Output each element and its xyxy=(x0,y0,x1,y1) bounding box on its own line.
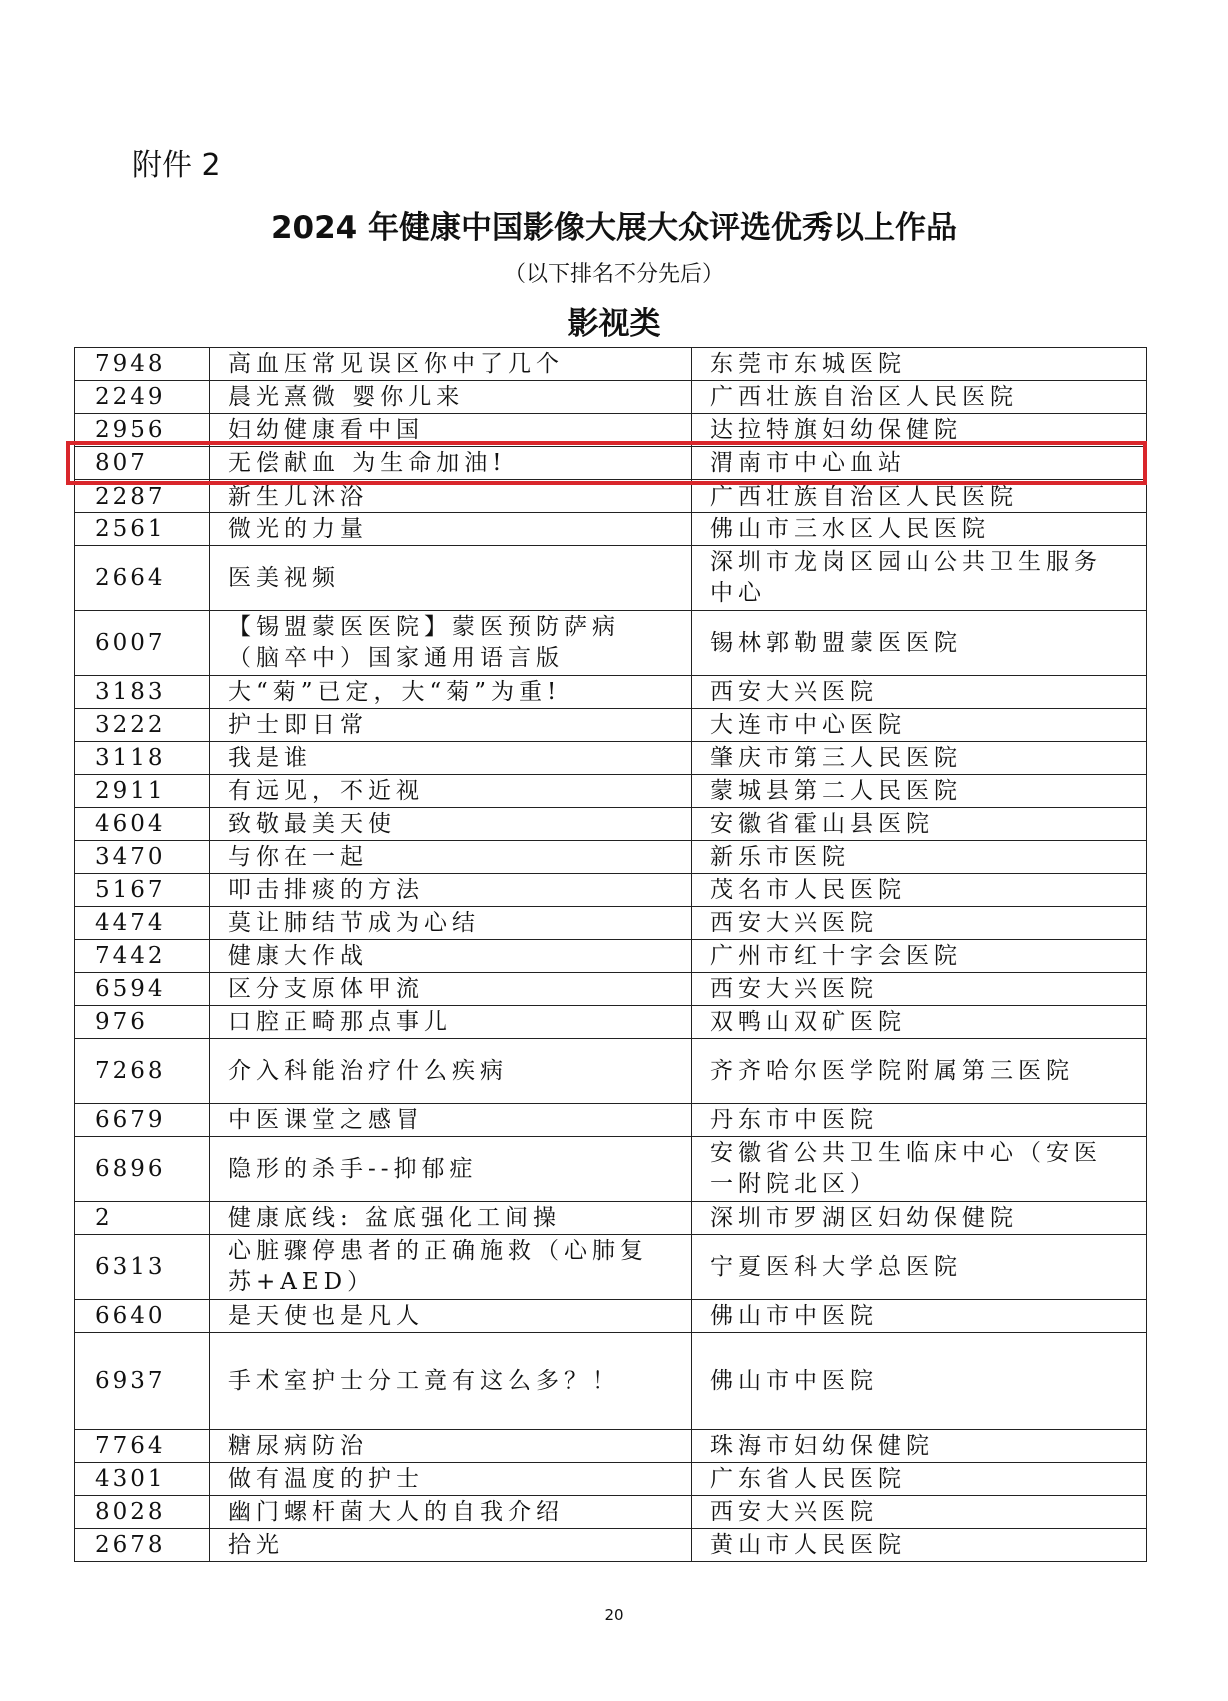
work-org-cell: 珠海市妇幼保健院 xyxy=(692,1430,1147,1463)
table-row xyxy=(75,1333,1147,1430)
table-row xyxy=(75,546,1147,611)
category-heading: 影视类 xyxy=(567,306,661,342)
work-org-cell: 西安大兴医院 xyxy=(692,1496,1147,1529)
work-id-cell: 3470 xyxy=(75,841,210,874)
table-row xyxy=(75,1137,1147,1202)
work-id-cell: 2 xyxy=(75,1202,210,1235)
work-title-cell: 手术室护士分工竟有这么多？！ xyxy=(210,1333,692,1430)
table-row xyxy=(75,1529,1147,1562)
table-row xyxy=(75,1300,1147,1333)
work-org-cell: 茂名市人民医院 xyxy=(692,874,1147,907)
work-id-cell: 3118 xyxy=(75,742,210,775)
work-id-cell: 5167 xyxy=(75,874,210,907)
work-id-cell: 6896 xyxy=(75,1137,210,1202)
work-title-cell: 有远见，不近视 xyxy=(210,775,692,808)
work-org-cell: 西安大兴医院 xyxy=(692,676,1147,709)
work-id-cell: 2561 xyxy=(75,513,210,546)
table-row xyxy=(75,841,1147,874)
work-title-cell: 微光的力量 xyxy=(210,513,692,546)
work-org-cell: 渭南市中心血站 xyxy=(692,447,1147,480)
table-row xyxy=(75,1039,1147,1104)
work-title-cell: 做有温度的护士 xyxy=(210,1463,692,1496)
table-row xyxy=(75,940,1147,973)
work-org-cell: 深圳市罗湖区妇幼保健院 xyxy=(692,1202,1147,1235)
work-id-cell: 6007 xyxy=(75,611,210,676)
table-row xyxy=(75,513,1147,546)
table-row xyxy=(75,381,1147,414)
table-row xyxy=(75,611,1147,676)
work-org-cell: 佛山市三水区人民医院 xyxy=(692,513,1147,546)
work-title-cell: 莫让肺结节成为心结 xyxy=(210,907,692,940)
work-org-cell: 广西壮族自治区人民医院 xyxy=(692,381,1147,414)
table-row xyxy=(75,907,1147,940)
work-title-cell: 健康底线: 盆底强化工间操 xyxy=(210,1202,692,1235)
table-row xyxy=(75,1202,1147,1235)
works-table xyxy=(74,347,1147,1562)
work-title-cell: 拾光 xyxy=(210,1529,692,1562)
attachment-label: 附件 2 xyxy=(132,148,221,183)
work-title-cell: 中医课堂之感冒 xyxy=(210,1104,692,1137)
work-id-cell: 2249 xyxy=(75,381,210,414)
work-org-cell: 黄山市人民医院 xyxy=(692,1529,1147,1562)
work-org-cell: 宁夏医科大学总医院 xyxy=(692,1235,1147,1300)
work-title-cell: 隐形的杀手--抑郁症 xyxy=(210,1137,692,1202)
work-title-cell: 心脏骤停患者的正确施救（心肺复苏+AED） xyxy=(210,1235,692,1300)
work-org-cell: 西安大兴医院 xyxy=(692,907,1147,940)
work-org-cell: 安徽省霍山县医院 xyxy=(692,808,1147,841)
work-org-cell: 广东省人民医院 xyxy=(692,1463,1147,1496)
work-title-cell: 致敬最美天使 xyxy=(210,808,692,841)
work-id-cell: 6679 xyxy=(75,1104,210,1137)
work-id-cell: 2664 xyxy=(75,546,210,611)
work-org-cell: 蒙城县第二人民医院 xyxy=(692,775,1147,808)
work-title-cell: 糖尿病防治 xyxy=(210,1430,692,1463)
work-title-cell: 口腔正畸那点事儿 xyxy=(210,1006,692,1039)
work-id-cell: 4604 xyxy=(75,808,210,841)
table-row xyxy=(75,1496,1147,1529)
work-title-cell: 医美视频 xyxy=(210,546,692,611)
work-id-cell: 6640 xyxy=(75,1300,210,1333)
work-title-cell: 高血压常见误区你中了几个 xyxy=(210,348,692,381)
work-title-cell: 区分支原体甲流 xyxy=(210,973,692,1006)
table-row xyxy=(75,742,1147,775)
work-id-cell: 807 xyxy=(75,447,210,480)
work-org-cell: 达拉特旗妇幼保健院 xyxy=(692,414,1147,447)
document-subtitle: （以下排名不分先后） xyxy=(503,262,724,287)
table-row xyxy=(75,676,1147,709)
work-title-cell: 与你在一起 xyxy=(210,841,692,874)
work-org-cell: 锡林郭勒盟蒙医医院 xyxy=(692,611,1147,676)
work-id-cell: 8028 xyxy=(75,1496,210,1529)
work-id-cell: 2678 xyxy=(75,1529,210,1562)
work-title-cell: 我是谁 xyxy=(210,742,692,775)
work-id-cell: 7948 xyxy=(75,348,210,381)
work-title-cell: 叩击排痰的方法 xyxy=(210,874,692,907)
table-row xyxy=(75,808,1147,841)
work-org-cell: 丹东市中医院 xyxy=(692,1104,1147,1137)
work-org-cell: 东莞市东城医院 xyxy=(692,348,1147,381)
work-org-cell: 广西壮族自治区人民医院 xyxy=(692,480,1147,513)
table-row xyxy=(75,775,1147,808)
work-org-cell: 广州市红十字会医院 xyxy=(692,940,1147,973)
work-org-cell: 大连市中心医院 xyxy=(692,709,1147,742)
table-row xyxy=(75,709,1147,742)
work-title-cell: 护士即日常 xyxy=(210,709,692,742)
work-title-cell: 【锡盟蒙医医院】蒙医预防萨病（脑卒中）国家通用语言版 xyxy=(210,611,692,676)
work-id-cell: 7764 xyxy=(75,1430,210,1463)
table-row xyxy=(75,1430,1147,1463)
work-title-cell: 晨光熹微 婴你儿来 xyxy=(210,381,692,414)
work-title-cell: 健康大作战 xyxy=(210,940,692,973)
work-title-cell: 大“菊”已定，大“菊”为重! xyxy=(210,676,692,709)
work-title-cell: 无偿献血 为生命加油! xyxy=(210,447,692,480)
work-id-cell: 2287 xyxy=(75,480,210,513)
work-id-cell: 3222 xyxy=(75,709,210,742)
table-row xyxy=(75,1235,1147,1300)
work-org-cell: 肇庆市第三人民医院 xyxy=(692,742,1147,775)
document-title: 2024 年健康中国影像大展大众评选优秀以上作品 xyxy=(270,210,958,246)
work-org-cell: 深圳市龙岗区园山公共卫生服务中心 xyxy=(692,546,1147,611)
work-title-cell: 新生儿沐浴 xyxy=(210,480,692,513)
work-id-cell: 7268 xyxy=(75,1039,210,1104)
work-id-cell: 6313 xyxy=(75,1235,210,1300)
work-title-cell: 是天使也是凡人 xyxy=(210,1300,692,1333)
work-id-cell: 976 xyxy=(75,1006,210,1039)
table-row xyxy=(75,1006,1147,1039)
table-row xyxy=(75,1104,1147,1137)
highlight-box xyxy=(66,441,1147,485)
work-id-cell: 6594 xyxy=(75,973,210,1006)
table-row xyxy=(75,1463,1147,1496)
work-org-cell: 佛山市中医院 xyxy=(692,1300,1147,1333)
work-id-cell: 4301 xyxy=(75,1463,210,1496)
table-row xyxy=(75,874,1147,907)
work-org-cell: 西安大兴医院 xyxy=(692,973,1147,1006)
work-id-cell: 7442 xyxy=(75,940,210,973)
work-title-cell: 妇幼健康看中国 xyxy=(210,414,692,447)
table-row xyxy=(75,973,1147,1006)
work-id-cell: 3183 xyxy=(75,676,210,709)
table-row xyxy=(75,348,1147,381)
work-org-cell: 新乐市医院 xyxy=(692,841,1147,874)
work-id-cell: 4474 xyxy=(75,907,210,940)
work-id-cell: 6937 xyxy=(75,1333,210,1430)
work-org-cell: 安徽省公共卫生临床中心（安医一附院北区） xyxy=(692,1137,1147,1202)
work-org-cell: 双鸭山双矿医院 xyxy=(692,1006,1147,1039)
work-title-cell: 介入科能治疗什么疾病 xyxy=(210,1039,692,1104)
page-number: 20 xyxy=(604,1606,624,1624)
work-id-cell: 2911 xyxy=(75,775,210,808)
work-id-cell: 2956 xyxy=(75,414,210,447)
work-org-cell: 佛山市中医院 xyxy=(692,1333,1147,1430)
work-org-cell: 齐齐哈尔医学院附属第三医院 xyxy=(692,1039,1147,1104)
work-title-cell: 幽门螺杆菌大人的自我介绍 xyxy=(210,1496,692,1529)
